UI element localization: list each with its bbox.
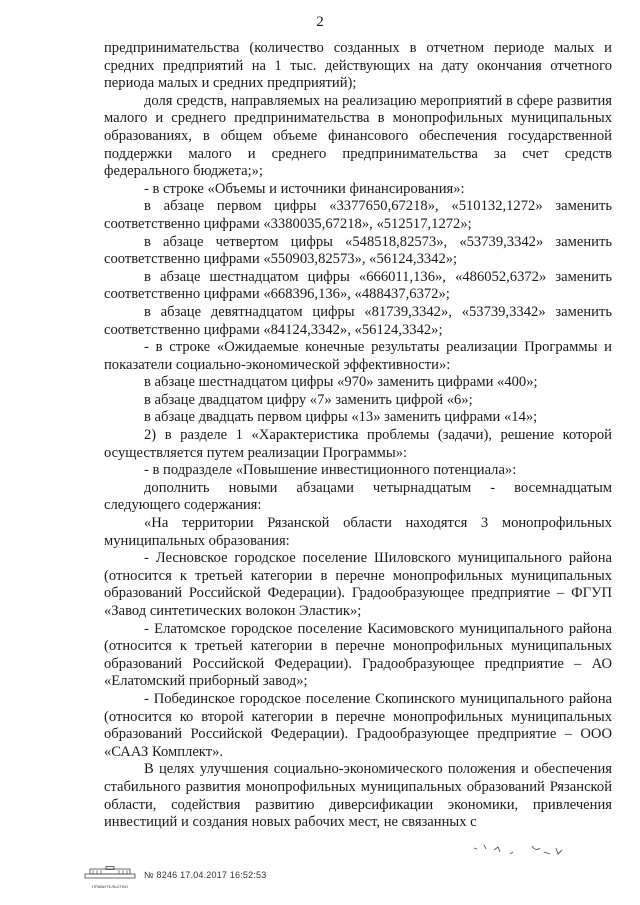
paragraph: - в строке «Ожидаемые конечные результаты реализации Программы и показатели социально-экономической эффективности»:: [104, 339, 612, 373]
document-id: № 8246 17.04.2017 16:52:53: [144, 870, 267, 880]
paragraph: - Елатомское городское поселение Касимовского муниципального района (относится к третьей категории в перечне монопрофильных муниципальных образований Российской Федерации). Градообразующее предприятие – АО «Елатомский приборный завод»;: [104, 620, 612, 690]
paragraph: 2) в разделе 1 «Характеристика проблемы (задачи), решение которой осуществляется путем реализации Программы»:: [104, 427, 612, 461]
paragraph: в абзаце первом цифры «3377650,67218», «510132,1272» заменить соответственно цифрами «3380035,67218», «512517,1272»;: [104, 198, 612, 232]
paragraph: В целях улучшения социально-экономического положения и обеспечения стабильного развития монопрофильных муниципальных образований Рязанской области, содействия развитию диверсификации экономики, привлечения инвестиций и создания новых рабочих мест, не связанных с: [104, 761, 612, 831]
document-body: [104, 40, 612, 832]
page-number: 2: [316, 14, 324, 30]
paragraph: доля средств, направляемых на реализацию мероприятий в сфере развития малого и среднего предпринимательства в монопрофильных муниципальных образованиях, в общем объеме финансового обеспечения государственной поддержки малого и среднего предпринимательства за счет средств федерального бюджета;»;: [104, 92, 612, 180]
paragraph: - в строке «Объемы и источники финансирования»:: [144, 180, 465, 197]
paragraph: «На территории Рязанской области находятся 3 монопрофильных муниципальных образования:: [104, 515, 612, 549]
paragraph: дополнить новыми абзацами четырнадцатым - восемнадцатым следующего содержания:: [104, 479, 612, 514]
footer: [84, 864, 267, 889]
logo-caption: ПРАВИТЕЛЬСТВО: [92, 884, 128, 889]
paragraph: в абзаце девятнадцатом цифры «81739,3342», «53739,3342» заменить соответственно цифрами «84124,3342», «56124,3342»;: [104, 303, 612, 338]
paragraph: предпринимательства (количество созданных в отчетном периоде малых и средних предприятий на 1 тыс. действующих на дату окончания отчетного периода малых и средних предприятий);: [104, 40, 612, 92]
paragraph: в абзаце шестнадцатом цифры «666011,136», «486052,6372» заменить соответственно цифрами «668396,136», «488437,6372»;: [104, 268, 612, 303]
paragraph: - в подразделе «Повышение инвестиционного потенциала»:: [144, 462, 517, 479]
paragraph: в абзаце двадцатом цифру «7» заменить цифрой «6»;: [144, 391, 473, 408]
government-logo: [84, 866, 136, 889]
paragraph: - Побединское городское поселение Скопинского муниципального района (относится ко второй категории в перечне монопрофильных муниципальных образований Российской Федерации). Градообразующее предприятие – ООО «СААЗ Комплект».: [104, 690, 612, 760]
paragraph: - Лесновское городское поселение Шиловского муниципального района (относится к третьей категории в перечне монопрофильных муниципальных образований Российской Федерации). Градообразующее предприятие – ФГУП «Завод синтетических волокон Эластик»;: [104, 550, 612, 619]
paragraph: в абзаце двадцать первом цифры «13» заменить цифрами «14»;: [144, 409, 538, 426]
paragraph: в абзаце четвертом цифры «548518,82573», «53739,3342» заменить соответственно цифрами «550903,82573», «56124,3342»;: [104, 233, 612, 268]
paragraph: в абзаце шестнадцатом цифры «970» заменить цифрами «400»;: [144, 374, 538, 391]
handwritten-marks: [470, 842, 580, 864]
